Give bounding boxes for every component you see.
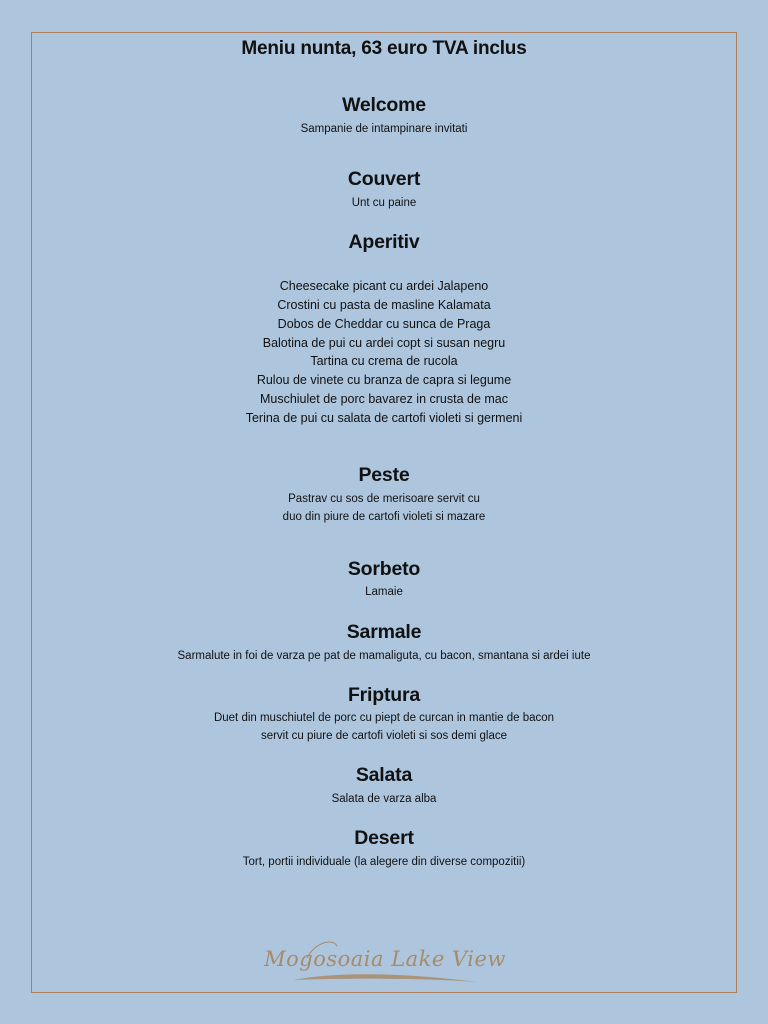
sarmale-item: Sarmalute in foi de varza pe pat de mamaliguta, cu bacon, smantana si ardei iute (177, 650, 591, 662)
friptura-item: Duet din muschiutel de porc cu piept de curcan in mantie de bacon (213, 712, 555, 724)
friptura-item: servit cu piure de cartofi violeti si sos demi glace (260, 730, 508, 742)
section-heading-sorbeto: Sorbeto (347, 558, 421, 580)
logo-swoosh (293, 974, 477, 982)
section-heading-salata: Salata (355, 764, 413, 786)
sorbeto-item: Lamaie (365, 586, 403, 598)
section-heading-peste: Peste (358, 464, 410, 486)
couvert-item: Unt cu paine (351, 197, 417, 209)
section-heading-desert: Desert (354, 827, 414, 849)
section-heading-aperitiv: Aperitiv (348, 231, 420, 253)
desert-item: Tort, portii individuale (la alegere din diverse compozitii) (242, 856, 526, 868)
peste-item: duo din piure de cartofi violeti si mazare (282, 511, 486, 523)
aperitiv-item: Terina de pui cu salata de cartofi violeti si germeni (245, 411, 523, 425)
logo-text: Mogosoaia Lake View (264, 947, 506, 971)
salata-item: Salata de varza alba (331, 793, 437, 805)
aperitiv-item: Crostini cu pasta de masline Kalamata (277, 298, 491, 312)
aperitiv-item: Dobos de Cheddar cu sunca de Praga (277, 317, 491, 331)
menu-title: Meniu nunta, 63 euro TVA inclus (241, 38, 527, 59)
section-heading-friptura: Friptura (347, 684, 421, 706)
aperitiv-item: Muschiulet de porc bavarez in crusta de mac (259, 392, 509, 406)
aperitiv-item: Rulou de vinete cu branza de capra si legume (256, 373, 512, 387)
section-heading-welcome: Welcome (342, 94, 426, 116)
aperitiv-item: Tartina cu crema de rucola (310, 354, 458, 368)
aperitiv-item: Balotina de pui cu ardei copt si susan negru (262, 336, 506, 350)
venue-logo (264, 928, 506, 990)
peste-item: Pastrav cu sos de merisoare servit cu (288, 493, 480, 505)
aperitiv-item: Cheesecake picant cu ardei Jalapeno (279, 279, 489, 293)
section-heading-sarmale: Sarmale (346, 621, 422, 643)
welcome-item: Sampanie de intampinare invitati (300, 123, 468, 135)
section-heading-couvert: Couvert (347, 168, 421, 190)
